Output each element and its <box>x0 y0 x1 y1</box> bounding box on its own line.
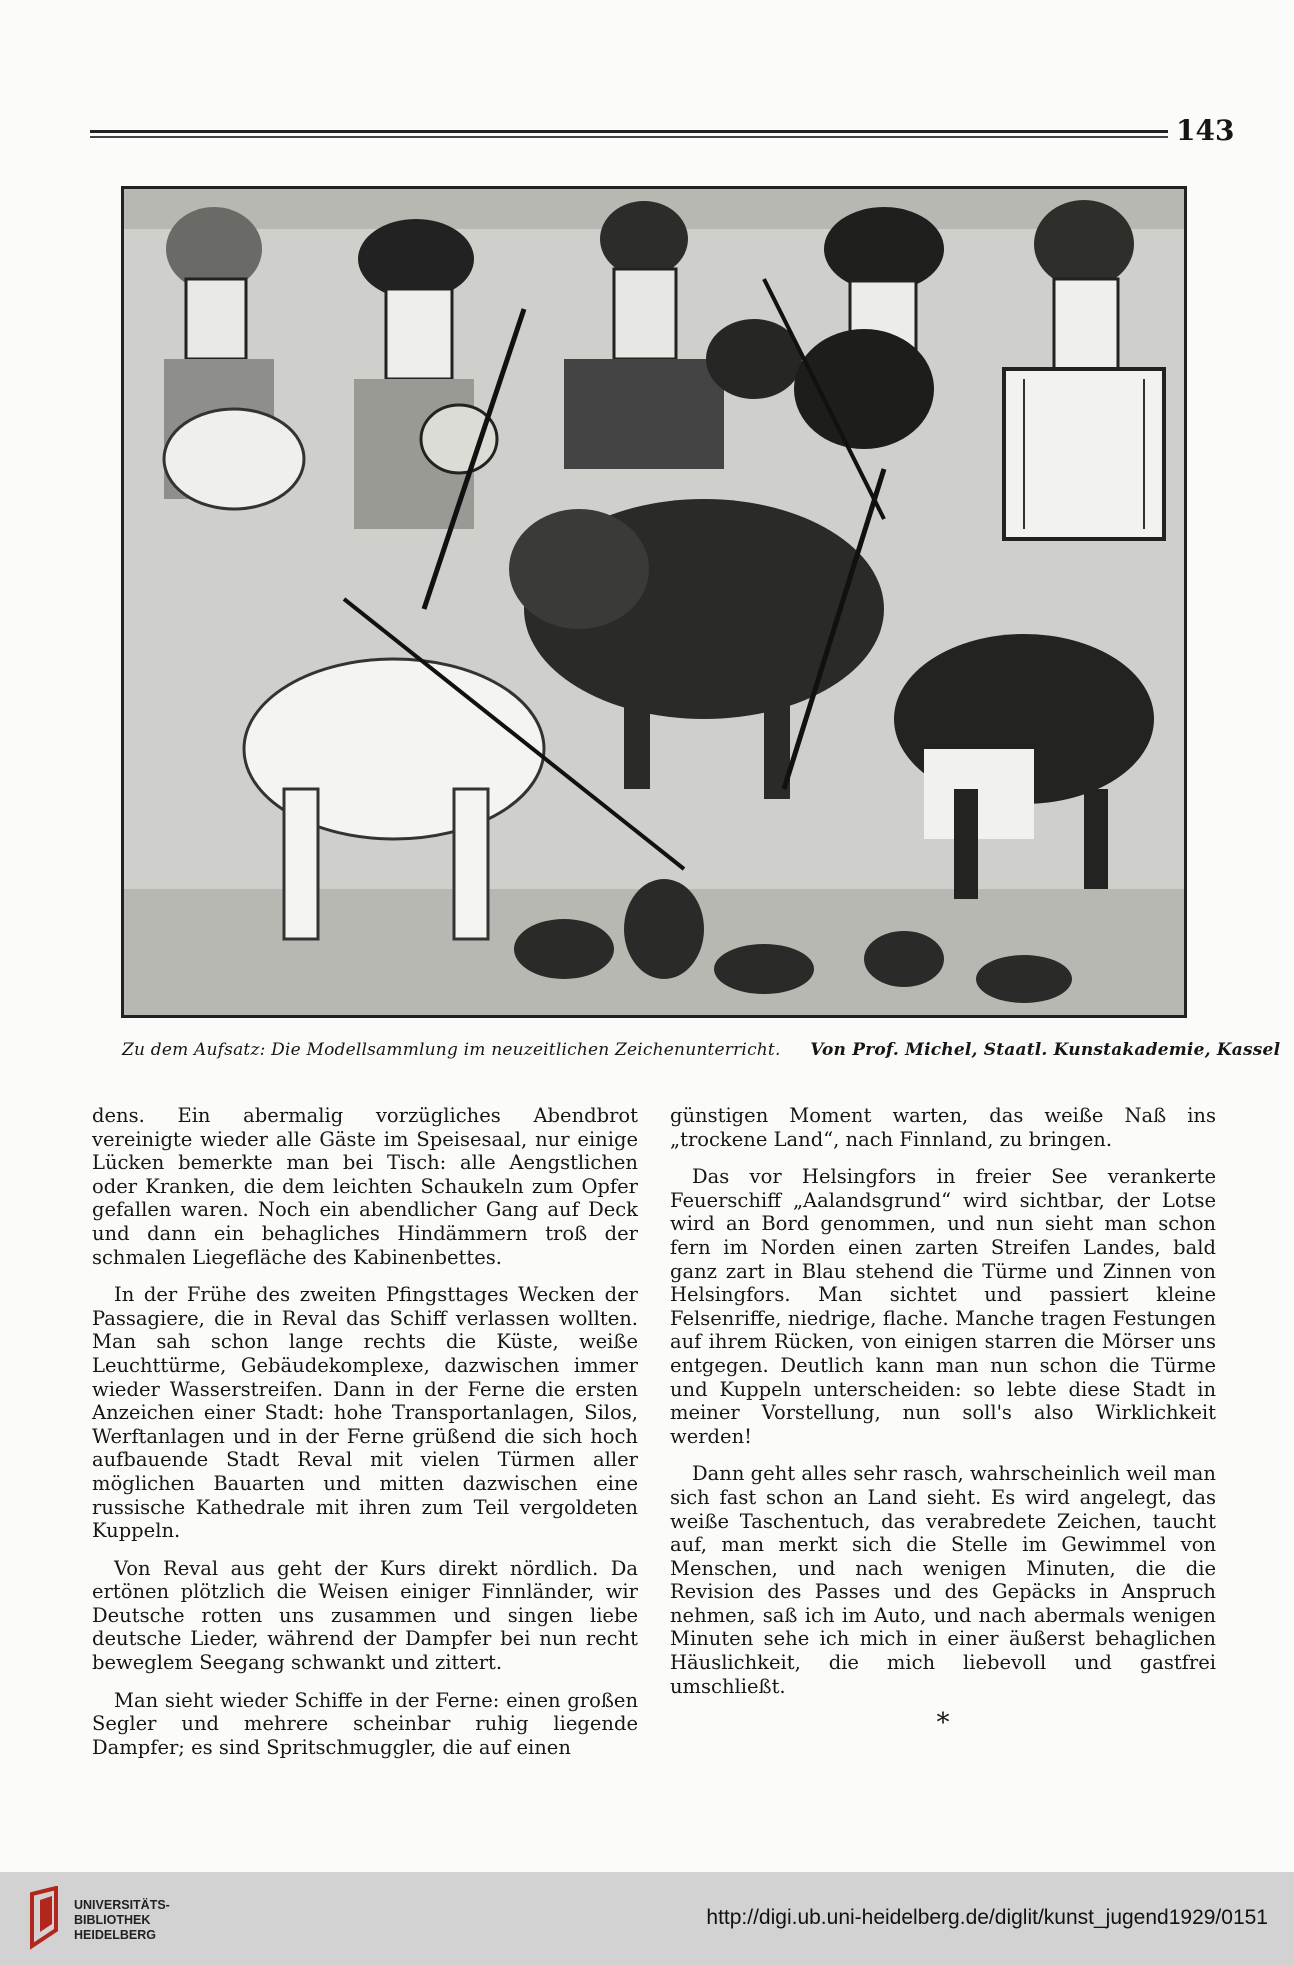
logo-line: HEIDELBERG <box>74 1928 156 1942</box>
caption-credit: Von Prof. Michel, Staatl. Kunstakademie, Kassel <box>810 1040 1281 1060</box>
woodcut-figures-image <box>124 189 1184 1015</box>
paragraph: In der Frühe des zweiten Pfingsttages Wecken der Passagiere, die in Reval das Schiff verlassen wollten. Man sah schon lange rechts die Küste, weiße Leuchttürme, Gebäudekomplexe, dazwischen immer wieder Wasserstreifen. Dann in der Ferne die ersten Anzeichen einer Stadt: hohe Transportanlagen, Silos, Werftanlagen und in der Ferne grüßend die sich hoch aufbauende Stadt Reval mit vielen Türmen aller möglichen Bauarten und mitten dazwischen eine russische Kathedrale mit ihren zum Teil vergoldeten Kuppeln. <box>92 1283 638 1543</box>
logo-line: BIBLIOTHEK <box>74 1913 151 1927</box>
logo-line: UNIVERSITÄTS- <box>74 1898 170 1912</box>
page-number: 143 <box>1176 114 1235 147</box>
paragraph: Man sieht wieder Schiffe in der Ferne: einen großen Segler und mehrere scheinbar ruhig liegende Dampfer; es sind Spritschmuggler, die auf einen <box>92 1688 638 1759</box>
paragraph: Dann geht alles sehr rasch, wahrscheinlich weil man sich fast schon an Land sieht. Es wird angelegt, das weiße Taschentuch, das verabredete Zeichen, taucht auf, man merkt sich die Stelle im Gewimmel von Menschen, und nach wenigen Minuten, die die Revision des Passes und des Gepäcks in Anspruch nehmen, saß ich im Auto, und nach abermals wenigen Minuten sehe ich mich in einer äußerst behaglichen Häuslichkeit, die mich liebevoll und gastfrei umschließt. <box>670 1462 1216 1698</box>
footer-bar <box>0 1872 1294 1966</box>
university-logo-icon <box>26 1886 66 1952</box>
header-rule <box>90 130 1168 138</box>
paragraph: dens. Ein abermalig vorzügliches Abendbrot vereinigte wieder alle Gäste im Speisesaal, nur einige Lücken bemerkte man bei Tisch: alle Aengstlichen oder Kranken, die dem leichten Schaukeln zum Opfer gefallen waren. Noch ein abendlicher Gang auf Deck und dann ein behagliches Hindämmern troß der schmalen Liegefläche des Kabinenbettes. <box>92 1104 638 1269</box>
paragraph: Das vor Helsingfors in freier See verankerte Feuerschiff „Aalandsgrund“ wird sichtbar, der Lotse wird an Bord genommen, und nun sieht man schon fern im Norden einen zarten Streifen Landes, bald ganz zart in Blau stehend die Türme und Zinnen von Helsingfors. Man sichtet und passiert kleine Felsenriffe, niedrige, flache. Manche tragen Festungen auf ihrem Rücken, von einigen starren die Mörser uns entgegen. Deutlich kann man nun schon die Türme und Kuppeln unterscheiden: so lebte diese Stadt in meiner Vorstellung, nun soll's also Wirklichkeit werden! <box>670 1165 1216 1448</box>
illustration-toy-figures <box>121 186 1187 1018</box>
end-mark: * <box>936 1708 950 1739</box>
source-url-link[interactable]: http://digi.ub.uni-heidelberg.de/diglit/kunst_jugend1929/0151 <box>706 1906 1268 1929</box>
figure-caption <box>122 1040 1281 1060</box>
text-column-left <box>92 1104 638 1773</box>
caption-text: Zu dem Aufsatz: Die Modellsammlung im neuzeitlichen Zeichenunterricht. <box>122 1040 781 1060</box>
paragraph: günstigen Moment warten, das weiße Naß ins „trockene Land“, nach Finnland, zu bringen. <box>670 1104 1216 1151</box>
paragraph: Von Reval aus geht der Kurs direkt nördlich. Da ertönen plötzlich die Weisen einiger Finnländer, wir Deutsche rotten uns zusammen und singen liebe deutsche Lieder, während der Dampfer bei nun recht beweglem Seegang schwankt und zittert. <box>92 1556 638 1675</box>
library-logo-text <box>74 1898 170 1943</box>
text-column-right <box>670 1104 1216 1739</box>
